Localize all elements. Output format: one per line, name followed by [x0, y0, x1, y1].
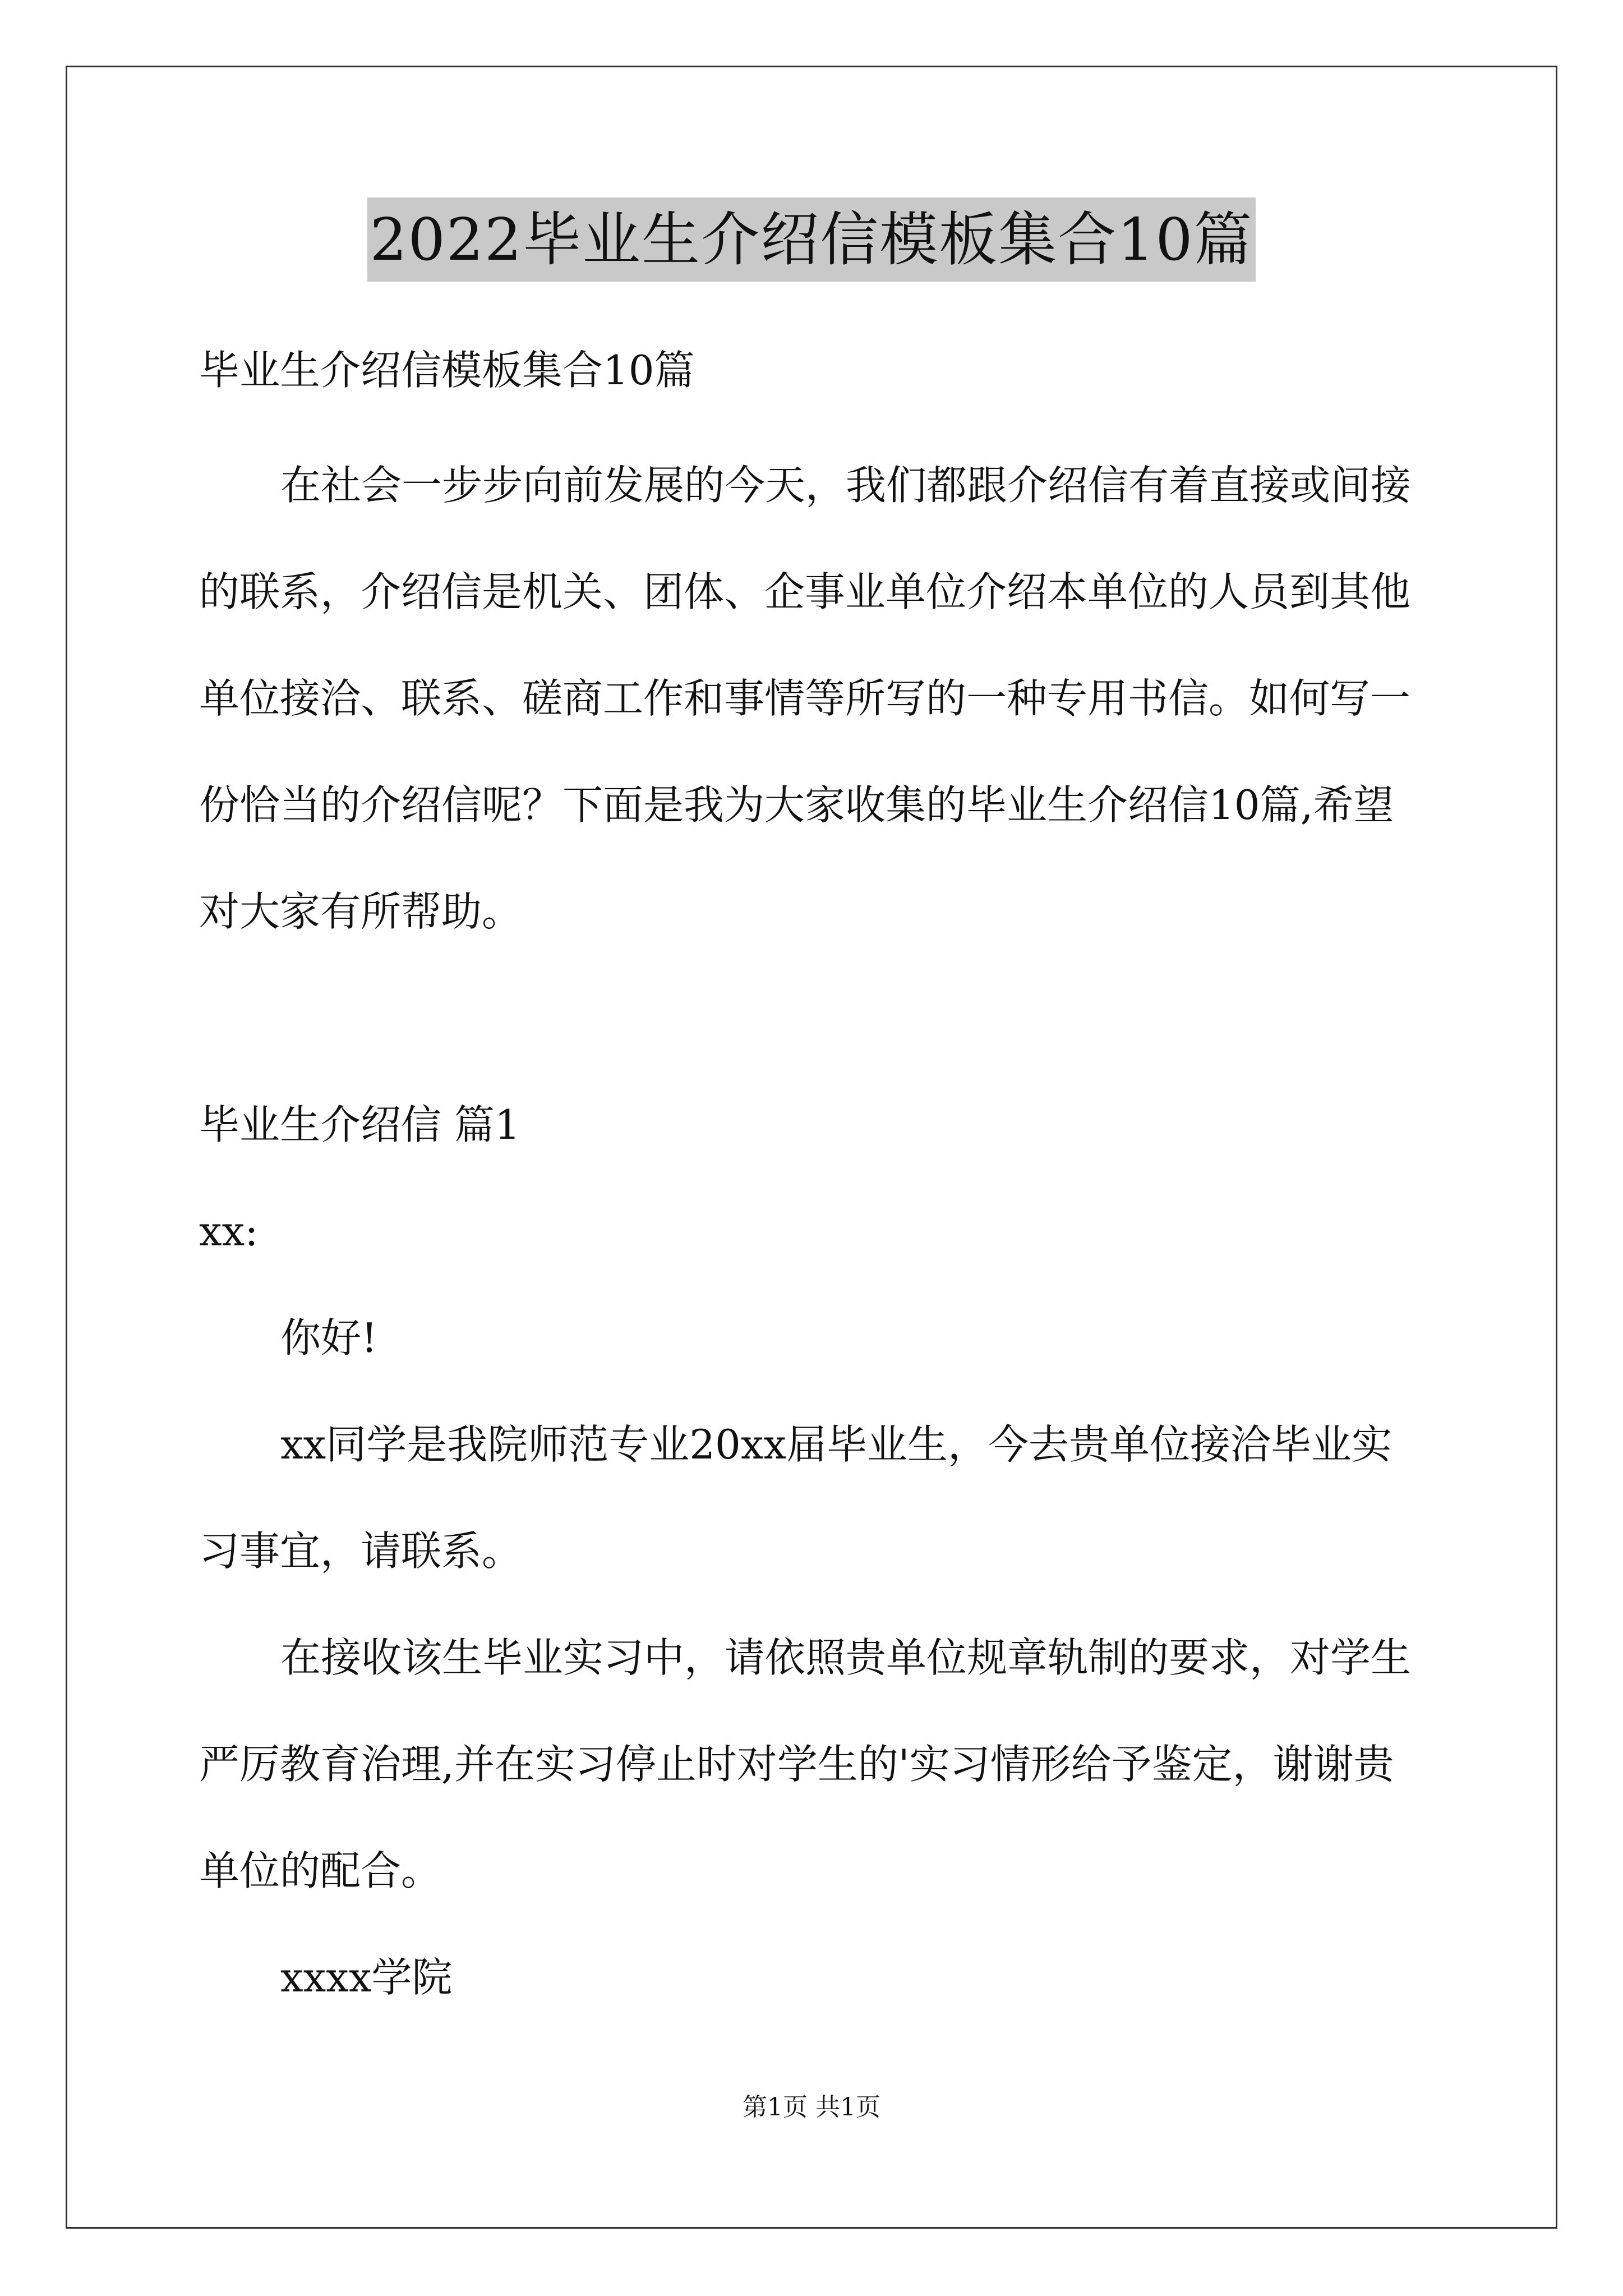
- body-line: 单位的配合。: [199, 1847, 442, 1894]
- page-footer: 第1页 共1页: [743, 2093, 880, 2122]
- subtitle: 毕业生介绍信模板集合10篇: [199, 347, 695, 394]
- intro-line: 的联系，介绍信是机关、团体、企事业单位介绍本单位的人员到其他: [199, 568, 1411, 615]
- body-line: 在接收该生毕业实习中，请依照贵单位规章轨制的要求，对学生: [280, 1634, 1412, 1681]
- salutation: xx:: [199, 1208, 259, 1255]
- signature: xxxx学院: [280, 1954, 453, 2001]
- intro-line: 份恰当的介绍信呢？下面是我为大家收集的毕业生介绍信10篇,希望: [199, 781, 1394, 829]
- greeting: 你好!: [280, 1314, 377, 1361]
- intro-line: 在社会一步步向前发展的今天，我们都跟介绍信有着直接或间接: [280, 462, 1412, 509]
- body-line: 习事宜，请联系。: [199, 1527, 523, 1575]
- intro-line: 单位接洽、联系、磋商工作和事情等所写的一种专用书信。如何写一: [199, 675, 1411, 722]
- document-title: 2022毕业生介绍信模板集合10篇: [367, 197, 1255, 282]
- section-heading: 毕业生介绍信 篇1: [199, 1101, 520, 1148]
- body-line: 严厉教育治理,并在实习停止时对学生的'实习情形给予鉴定，谢谢贵: [199, 1741, 1394, 1788]
- intro-line: 对大家有所帮助。: [199, 888, 523, 935]
- body-line: xx同学是我院师范专业20xx届毕业生，今去贵单位接洽毕业实: [280, 1421, 1393, 1468]
